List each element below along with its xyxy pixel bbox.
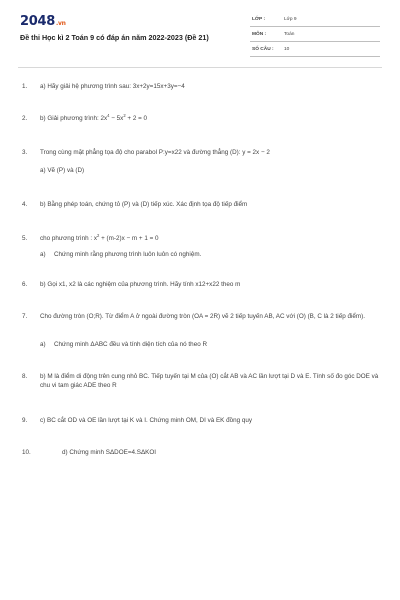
meta-row-class — [250, 14, 380, 27]
question-text: c) BC cắt OD và OE lần lượt tại K và I. Chứng minh OM, DI và EK đồng quy — [40, 417, 253, 424]
question-text: Trong cùng mặt phẳng tọa độ cho parabol P:y=x22 và đường thẳng (D): y = 2x − 2 — [40, 149, 270, 156]
question-text: cho phương trình : $x^2 + (m-2)x - m + 1 = 0$ — [40, 232, 159, 242]
count-value: 10 — [284, 47, 290, 52]
header-divider — [18, 67, 382, 68]
question-number: 2. — [22, 115, 28, 122]
question-text: Cho đường tròn (O;R). Từ điểm A ở ngoài đường tròn (OA = 2R) vẽ 2 tiếp tuyến AB, AC với (O) (B, C là 2 tiếp điểm). — [40, 313, 365, 320]
document-header — [0, 0, 400, 70]
class-label: LỚP : — [252, 17, 266, 22]
meta-row-subject — [250, 29, 380, 42]
question-number: 3. — [22, 149, 28, 156]
question-text: b) Gọi x1, x2 là các nghiệm của phương trình. Hãy tính x12+x22 theo m — [40, 281, 241, 288]
question-number: 8. — [22, 373, 28, 380]
meta-row-count — [250, 44, 380, 57]
count-label: SỐ CÂU : — [252, 47, 274, 52]
document-title: Đề thi Học kì 2 Toán 9 có đáp án năm 2022-2023 (Đề 21) — [20, 33, 209, 42]
site-logo[interactable]: 2048.vn — [20, 14, 66, 29]
question-text: a) Hãy giải hệ phương trình sau: 3x+2y=15x+3y=−4 — [40, 83, 185, 90]
question-number: 10. — [22, 449, 31, 456]
question-text: b) Giải phương trình: $2x^4 - 5x^2 + 2 = 0$ — [40, 112, 148, 122]
question-subpart: a) Chứng minh rằng phương trình luôn luôn có nghiệm. — [40, 251, 202, 258]
question-number: 5. — [22, 235, 28, 242]
question-subpart: a) Vẽ (P) và (D) — [40, 167, 85, 174]
subject-value: Toán — [284, 32, 295, 37]
question-text: b) Bằng phép toán, chứng tỏ (P) và (D) tiếp xúc. Xác định tọa độ tiếp điểm — [40, 201, 248, 208]
meta-box — [250, 14, 380, 59]
subject-label: MÔN : — [252, 32, 267, 37]
question-text: b) M là điểm di động trên cung nhỏ BC. Tiếp tuyến tại M của (O) cắt AB và AC lần lượt tại D và E. Tính số đo góc DOE và chu vi tam giác ADE theo R — [40, 373, 379, 389]
question-subpart: a) Chứng minh ΔABC đều và tính diện tích của nó theo R — [40, 341, 207, 348]
question-number: 9. — [22, 417, 28, 424]
class-value: Lớp 9 — [284, 17, 297, 22]
question-number: 4. — [22, 201, 28, 208]
question-number: 1. — [22, 83, 28, 90]
question-number: 6. — [22, 281, 28, 288]
question-number: 7. — [22, 313, 28, 320]
question-text: d) Chứng minh SΔDOE=4.SΔKOI — [62, 449, 156, 456]
